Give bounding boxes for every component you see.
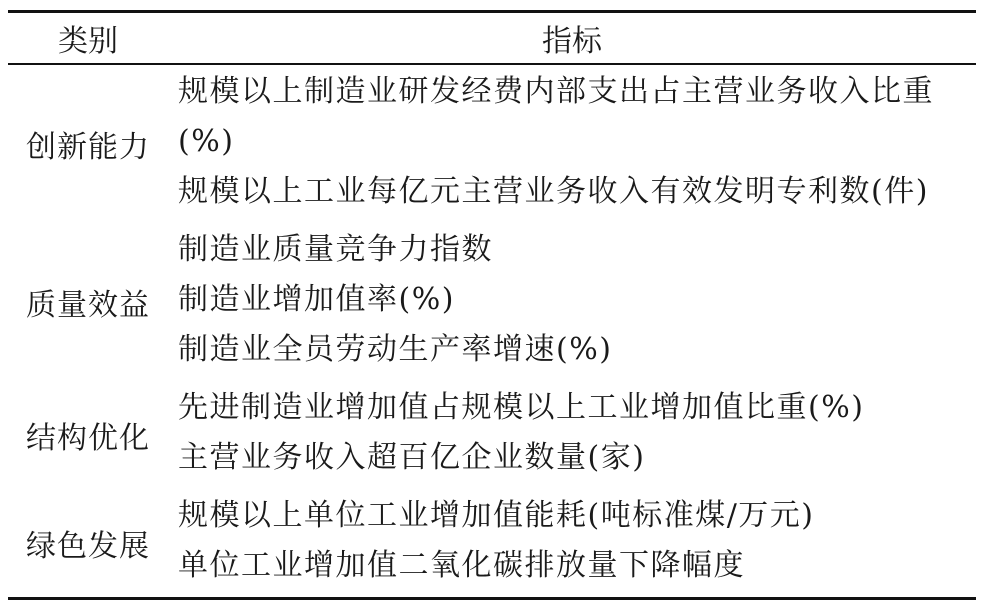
table-header bbox=[8, 12, 976, 65]
indicator-cell bbox=[168, 223, 976, 381]
indicator-item: 主营业务收入超百亿企业数量(家) bbox=[178, 440, 646, 475]
indicator-item: 单位工业增加值二氧化碳排放量下降幅度 bbox=[178, 548, 745, 583]
indicator-cell bbox=[168, 381, 976, 489]
table-row-structure bbox=[8, 381, 976, 489]
indicator-item: 制造业全员劳动生产率增速(%) bbox=[178, 332, 613, 367]
table-body bbox=[8, 64, 976, 599]
indicator-item: 制造业增加值率(%) bbox=[178, 282, 455, 317]
header-indicator: 指标 bbox=[542, 24, 602, 59]
indicator-item: 制造业质量竞争力指数 bbox=[178, 232, 493, 267]
category-cell: 创新能力 bbox=[26, 130, 150, 165]
indicator-item: 规模以上工业每亿元主营业务收入有效发明专利数(件) bbox=[178, 174, 929, 209]
category-cell: 质量效益 bbox=[26, 288, 150, 323]
category-cell: 结构优化 bbox=[26, 421, 150, 456]
table-row-innovation bbox=[8, 64, 976, 223]
header-row bbox=[8, 12, 976, 65]
header-category: 类别 bbox=[58, 24, 118, 59]
indicator-table bbox=[8, 10, 976, 600]
indicator-cell bbox=[168, 489, 976, 599]
indicator-item: 规模以上制造业研发经费内部支出占主营业务收入比重(%) bbox=[178, 74, 934, 159]
indicator-cell bbox=[168, 64, 976, 223]
indicator-item: 先进制造业增加值占规模以上工业增加值比重(%) bbox=[178, 390, 865, 425]
table-row-green bbox=[8, 489, 976, 599]
category-cell: 绿色发展 bbox=[26, 529, 150, 564]
table-row-quality bbox=[8, 223, 976, 381]
indicator-item: 规模以上单位工业增加值能耗(吨标准煤/万元) bbox=[178, 498, 815, 533]
